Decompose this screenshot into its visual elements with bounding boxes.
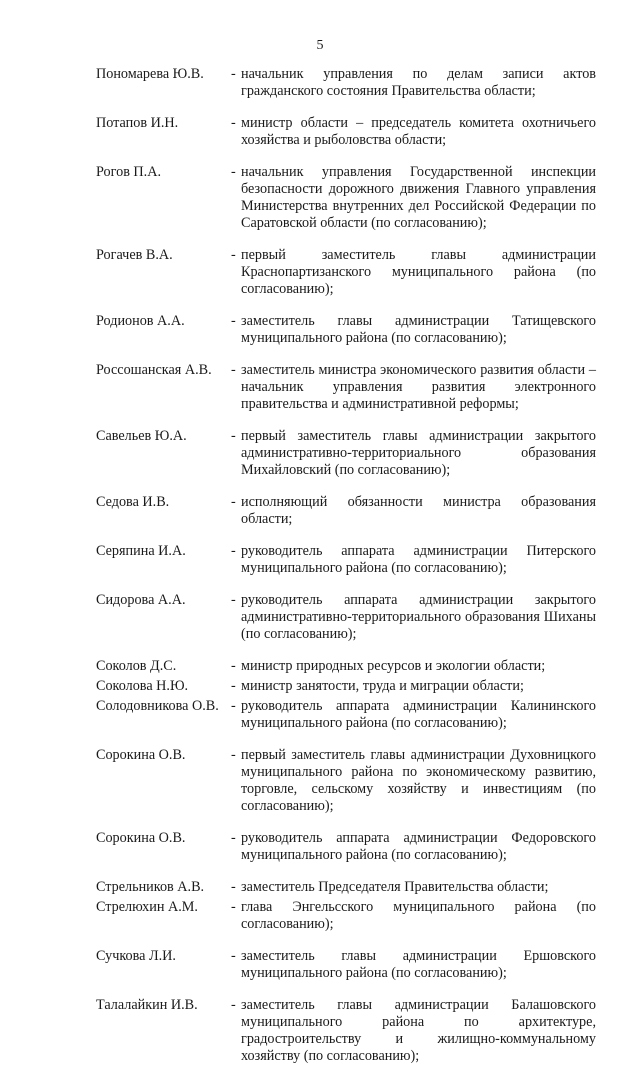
list-item: [96, 678, 596, 695]
person-name: Родионов А.А.: [96, 313, 185, 329]
list-item: [96, 428, 596, 479]
position-description: глава Энгельсского муниципального района (по согласованию);: [241, 899, 596, 932]
list-item: [96, 747, 596, 815]
person-name: Сучкова Л.И.: [96, 948, 176, 964]
position-description: первый заместитель главы администрации Духовницкого муниципального района по экономическому развитию, торговле, сельскому хозяйству и инвестициям (по согласованию);: [241, 747, 596, 814]
dash: -: [231, 747, 236, 763]
list-item: [96, 879, 596, 896]
dash: -: [231, 543, 236, 559]
position-description: руководитель аппарата администрации Федоровского муниципального района (по согласованию);: [241, 830, 596, 863]
person-name: Сорокина О.В.: [96, 830, 186, 846]
position-description: первый заместитель главы администрации Краснопартизанского муниципального района (по согласованию);: [241, 247, 596, 297]
position-description: начальник управления Государственной инспекции безопасности дорожного движения Главного управления Министерства внутренних дел Российской Федерации по Саратовской области (по согласованию);: [241, 164, 596, 231]
page-number: 5: [316, 38, 324, 53]
list-item: [96, 313, 596, 347]
person-name: Серяпина И.А.: [96, 543, 186, 559]
list-item: [96, 164, 596, 232]
dash: -: [231, 362, 236, 378]
dash: -: [231, 698, 236, 714]
dash: -: [231, 658, 236, 674]
dash: -: [231, 592, 236, 608]
position-description: заместитель главы администрации Ершовского муниципального района (по согласованию);: [241, 948, 596, 981]
person-name: Солодовникова О.В.: [96, 698, 219, 714]
dash: -: [231, 164, 236, 180]
person-name: Соколова Н.Ю.: [96, 678, 189, 694]
dash: -: [231, 313, 236, 329]
list-item: [96, 362, 596, 413]
position-description: начальник управления по делам записи актов гражданского состояния Правительства области;: [241, 66, 596, 99]
dash: -: [231, 678, 236, 694]
dash: -: [231, 899, 236, 915]
dash: -: [231, 879, 236, 895]
position-description: руководитель аппарата администрации Калининского муниципального района (по согласованию);: [241, 698, 596, 731]
list-item: [96, 494, 596, 528]
person-name: Стрельников А.В.: [96, 879, 205, 895]
list-item: [96, 543, 596, 577]
position-description: первый заместитель главы администрации закрытого административно-территориального образования Михайловский (по согласованию);: [241, 428, 596, 478]
person-name: Сорокина О.В.: [96, 747, 186, 763]
person-name: Савельев Ю.А.: [96, 428, 187, 444]
person-name: Стрелюхин А.М.: [96, 899, 198, 915]
position-description: министр занятости, труда и миграции области;: [241, 678, 524, 694]
person-name: Талалайкин И.В.: [96, 997, 198, 1013]
list-item: [96, 658, 596, 675]
dash: -: [231, 115, 236, 131]
person-name: Седова И.В.: [96, 494, 170, 510]
list-item: [96, 66, 596, 100]
person-name: Пономарева Ю.В.: [96, 66, 204, 82]
position-description: заместитель главы администрации Балашовского муниципального района по архитектуре, градостроительству и жилищно-коммунальному хозяйству (по согласованию);: [241, 997, 596, 1064]
member-list: [96, 66, 596, 1065]
position-description: руководитель аппарата администрации Питерского муниципального района (по согласованию);: [241, 543, 596, 576]
person-name: Рогачев В.А.: [96, 247, 173, 263]
dash: -: [231, 830, 236, 846]
dash: -: [231, 948, 236, 964]
person-name: Соколов Д.С.: [96, 658, 177, 674]
dash: -: [231, 428, 236, 444]
person-name: Потапов И.Н.: [96, 115, 179, 131]
list-item: [96, 899, 596, 933]
position-description: исполняющий обязанности министра образования области;: [241, 494, 596, 527]
dash: -: [231, 494, 236, 510]
list-item: [96, 247, 596, 298]
position-description: министр области – председатель комитета охотничьего хозяйства и рыболовства области;: [241, 115, 596, 148]
person-name: Россошанская А.В.: [96, 362, 212, 378]
dash: -: [231, 247, 236, 263]
person-name: Рогов П.А.: [96, 164, 162, 180]
dash: -: [231, 997, 236, 1013]
dash: -: [231, 66, 236, 82]
list-item: [96, 948, 596, 982]
position-description: заместитель Председателя Правительства области;: [241, 879, 549, 895]
position-description: руководитель аппарата администрации закрытого административно-территориального образования Шиханы (по согласованию);: [241, 592, 596, 642]
list-item: [96, 698, 596, 732]
list-item: [96, 592, 596, 643]
person-name: Сидорова А.А.: [96, 592, 186, 608]
list-item: [96, 997, 596, 1065]
list-item: [96, 830, 596, 864]
position-description: заместитель главы администрации Татищевского муниципального района (по согласованию);: [241, 313, 596, 346]
position-description: заместитель министра экономического развития области – начальник управления развития электронного правительства и административной реформы;: [241, 362, 596, 412]
position-description: министр природных ресурсов и экологии области;: [241, 658, 546, 674]
list-item: [96, 115, 596, 149]
